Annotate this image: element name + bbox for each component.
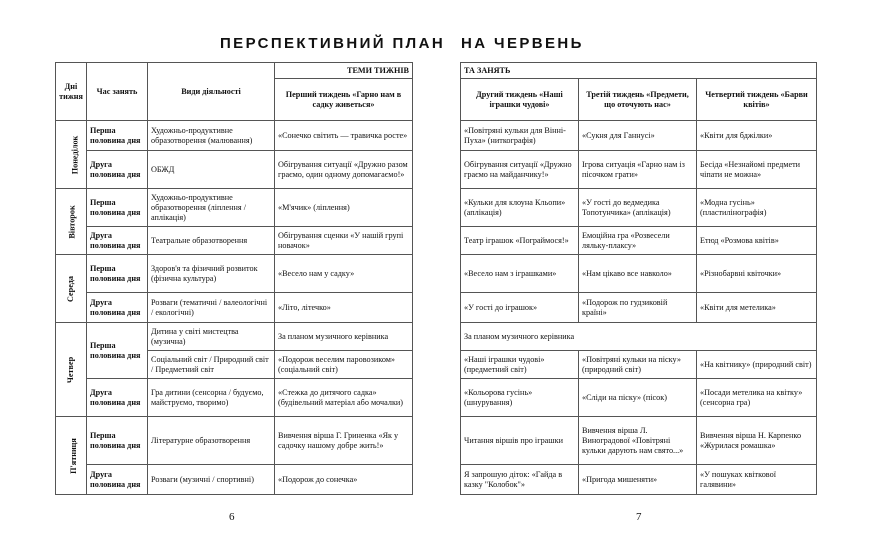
week4-cell: «Квіти для метелика» [697, 293, 817, 323]
week3-cell: «Нам цікаво все навколо» [579, 255, 697, 293]
header-activity: Види діяльності [148, 63, 275, 121]
activity-cell: Розваги (тематичні / валеологічні / екологічні) [148, 293, 275, 323]
week3-cell: Вивчення вірша Л. Виноградової «Повітряні кульки дарують нам свято...» [579, 417, 697, 465]
week4-cell: «На квітнику» (природний світ) [697, 351, 817, 379]
activity-cell: Гра дитини (сенсорна / будуємо, майструємо, творимо) [148, 379, 275, 417]
time-cell: Перша половина дня [87, 417, 148, 465]
activity-cell: Розваги (музичні / спортивні) [148, 465, 275, 495]
week1-cell: «Подорож веселим паровозиком» (соціальний світ) [275, 351, 413, 379]
week1-cell: Обігрування ситуації «Дружно разом граємо, один одному допомагаємо!» [275, 151, 413, 189]
week4-cell: «Квіти для бджілки» [697, 121, 817, 151]
week4-cell: «Модна гусінь» (пластилінографія) [697, 189, 817, 227]
week3-cell: «Сліди на піску» (пісок) [579, 379, 697, 417]
header-time: Час занять [87, 63, 148, 121]
time-cell: Друга половина дня [87, 465, 148, 495]
page-number-right: 7 [636, 511, 642, 523]
week2-cell: «Кольорова гусінь» (шнурування) [461, 379, 579, 417]
day-monday: Понеділок [56, 121, 87, 189]
time-cell: Перша половина дня [87, 121, 148, 151]
week3-cell: «У гості до ведмедика Топотунчика» (аплікація) [579, 189, 697, 227]
day-friday: П'ятниця [56, 417, 87, 495]
week4-cell: «Різнобарвні квіточки» [697, 255, 817, 293]
week2-cell: Обігрування ситуації «Дружно граємо на майданчику!» [461, 151, 579, 189]
page-title-right: НА ЧЕРВЕНЬ [461, 35, 584, 52]
week3-cell: «Сукня для Ганнусі» [579, 121, 697, 151]
week3-cell: «Пригода мишеняти» [579, 465, 697, 495]
week3-cell: Емоційна гра «Розвесели ляльку-плаксу» [579, 227, 697, 255]
activity-cell: Здоров'я та фізичний розвиток (фізична культура) [148, 255, 275, 293]
week2-cell: «Повітряні кульки для Вінні-Пуха» (ниткографія) [461, 121, 579, 151]
music-plan-cell: За планом музичного керівника [461, 323, 817, 351]
week3-cell: Ігрова ситуація «Гарно нам із пісочком грати» [579, 151, 697, 189]
week1-cell: «Сонечко світить — травичка росте» [275, 121, 413, 151]
header-days: Дні тижня [56, 63, 87, 121]
activity-cell: Соціальний світ / Природний світ / Предметний світ [148, 351, 275, 379]
week3-cell: «Повітряні кульки на піску» (природний світ) [579, 351, 697, 379]
week4-cell: Вивчення вірша Н. Карпенко «Журилася ромашка» [697, 417, 817, 465]
week2-cell: «Кульки для клоуна Кльопи» (аплікація) [461, 189, 579, 227]
page-number-left: 6 [229, 511, 235, 523]
week1-cell: «Подорож до сонечка» [275, 465, 413, 495]
time-cell: Перша половина дня [87, 189, 148, 227]
week1-cell: Вивчення вірша Г. Гриненка «Як у садочку нашому добре жить!» [275, 417, 413, 465]
header-week-1: Перший тиждень «Гарно нам в садку живеться» [275, 79, 413, 121]
activity-cell: Художньо-продуктивне образотворення (ліплення / аплікація) [148, 189, 275, 227]
day-tuesday: Вівторок [56, 189, 87, 255]
week4-cell: Етюд «Розмова квітів» [697, 227, 817, 255]
page-title-left: ПЕРСПЕКТИВНИЙ ПЛАН [220, 35, 446, 52]
header-week-3: Третій тиждень «Предмети, що оточують нас» [579, 79, 697, 121]
week2-cell: «Наші іграшки чудові» (предметний світ) [461, 351, 579, 379]
week1-cell: «Весело нам у садку» [275, 255, 413, 293]
week2-cell: Читання віршів про іграшки [461, 417, 579, 465]
week2-cell: «У гості до іграшок» [461, 293, 579, 323]
time-cell: Друга половина дня [87, 293, 148, 323]
week4-cell: «Посади метелика на квітку» (сенсорна гра) [697, 379, 817, 417]
header-themes: ТЕМИ ТИЖНІВ [275, 63, 413, 79]
time-cell: Друга половина дня [87, 227, 148, 255]
time-cell: Перша половина дня [87, 255, 148, 293]
header-continued: ТА ЗАНЯТЬ [461, 63, 817, 79]
week4-cell: Бесіда «Незнайомі предмети чіпати не можна» [697, 151, 817, 189]
week2-cell: Театр іграшок «Пограймося!» [461, 227, 579, 255]
week1-cell: «М'ячик» (ліплення) [275, 189, 413, 227]
day-wednesday: Середа [56, 255, 87, 323]
time-cell: Друга половина дня [87, 379, 148, 417]
week2-cell: Я запрошую діток: «Гайда в казку "Колобок"» [461, 465, 579, 495]
header-week-4: Четвертий тиждень «Барви квітів» [697, 79, 817, 121]
day-thursday: Четвер [56, 323, 87, 417]
week1-cell: За планом музичного керівника [275, 323, 413, 351]
week3-cell: «Подорож по гудзиковій країні» [579, 293, 697, 323]
week1-cell: «Стежка до дитячого садка» (будівельний матеріал або мочалки) [275, 379, 413, 417]
activity-cell: Художньо-продуктивне образотворення (малювання) [148, 121, 275, 151]
activity-cell: Театральне образотворення [148, 227, 275, 255]
activity-cell: ОБЖД [148, 151, 275, 189]
week1-cell: «Літо, літечко» [275, 293, 413, 323]
header-week-2: Другий тиждень «Наші іграшки чудові» [461, 79, 579, 121]
activity-cell: Літературне образотворення [148, 417, 275, 465]
plan-table-right [460, 62, 817, 495]
week4-cell: «У пошуках квіткової галявини» [697, 465, 817, 495]
time-cell: Перша половина дня [87, 323, 148, 379]
time-cell: Друга половина дня [87, 151, 148, 189]
week2-cell: «Весело нам з іграшками» [461, 255, 579, 293]
plan-table-left [55, 62, 413, 495]
week1-cell: Обігрування сценки «У нашій групі новачок» [275, 227, 413, 255]
activity-cell: Дитина у світі мистецтва (музична) [148, 323, 275, 351]
